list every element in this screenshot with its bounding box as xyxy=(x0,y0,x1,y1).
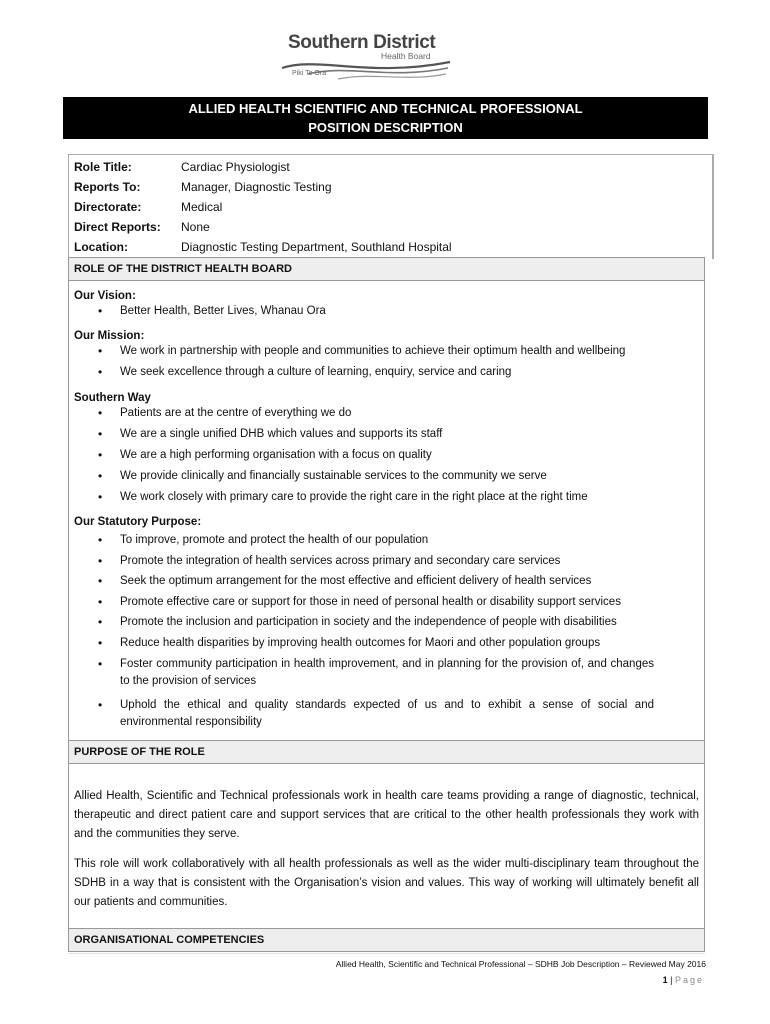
list-item: • We are a single unified DHB which values and supports its staff xyxy=(74,427,654,441)
list-item: • We work closely with primary care to provide the right care in the right place at the right time xyxy=(74,490,654,504)
logo-sub: Health Board xyxy=(381,51,431,61)
role-section-heading: ROLE OF THE DISTRICT HEALTH BOARD xyxy=(68,257,705,281)
info-row-role-title xyxy=(74,158,290,176)
list-item: • We seek excellence through a culture of learning, enquiry, service and caring xyxy=(74,365,654,379)
page-word: Page xyxy=(674,975,704,985)
list-item: • We work in partnership with people and communities to achieve their optimum health and wellbeing xyxy=(74,344,654,358)
competencies-heading: ORGANISATIONAL COMPETENCIES xyxy=(68,928,705,952)
purpose-paragraph-2: This role will work collaboratively with all health professionals as well as the wider multi-disciplinary team throughout the SDHB in a way that is consistent with the Organisation’s vision and values. This way of working will ultimately benefit all our patients and communities. xyxy=(74,858,699,908)
list-item: • We are a high performing organisation with a focus on quality xyxy=(74,448,654,462)
info-value: Medical xyxy=(181,200,223,214)
list-item: • Foster community participation in health improvement, and in planning for the provision of, and changes to the provision of services xyxy=(74,656,654,690)
logo-tagline: Piki Te Ora xyxy=(292,70,327,77)
info-value: Diagnostic Testing Department, Southland Hospital xyxy=(181,240,452,254)
info-value: None xyxy=(181,220,210,234)
list-item: • Uphold the ethical and quality standards expected of us and to exhibit a sense of social and environmental responsibility xyxy=(74,697,654,731)
statutory-purpose-heading: Our Statutory Purpose: xyxy=(74,516,202,528)
page-separator: | xyxy=(670,975,673,985)
statutory-purpose-block xyxy=(74,516,654,731)
vision-heading: Our Vision: xyxy=(74,290,136,302)
mission-list xyxy=(74,344,654,379)
vision-list xyxy=(74,304,654,318)
purpose-section-heading: PURPOSE OF THE ROLE xyxy=(68,740,705,764)
mission-block xyxy=(74,330,654,379)
logo-name: Southern District xyxy=(288,32,436,53)
purpose-paragraph-1: Allied Health, Scientific and Technical professionals work in health care teams providing a range of diagnostic, technical, therapeutic and direct patient care and support services that are critical to the other health professionals they work with and the communities they serve. xyxy=(74,790,699,840)
info-row-direct-reports xyxy=(74,218,210,236)
info-label: Role Title: xyxy=(74,160,132,174)
list-item: • Promote the inclusion and participation in society and the independence of people with disabilities xyxy=(74,615,654,629)
list-item: • Patients are at the centre of everything we do xyxy=(74,406,654,420)
info-value: Manager, Diagnostic Testing xyxy=(181,180,332,194)
info-label: Direct Reports: xyxy=(74,220,161,234)
mission-heading: Our Mission: xyxy=(74,330,145,342)
info-label: Directorate: xyxy=(74,200,142,214)
info-value: Cardiac Physiologist xyxy=(181,160,290,174)
sdhb-logo xyxy=(278,30,453,82)
list-item: • Seek the optimum arrangement for the most effective and efficient delivery of health services xyxy=(74,574,654,588)
list-item: • Promote the integration of health services across primary and secondary care services xyxy=(74,554,654,568)
list-item: • Promote effective care or support for those in need of personal health or disability support services xyxy=(74,595,654,609)
title-line-2: POSITION DESCRIPTION xyxy=(308,120,463,135)
statutory-purpose-list xyxy=(74,533,654,731)
page-number xyxy=(663,975,704,985)
footer-text: Allied Health, Scientific and Technical Professional – SDHB Job Description – Reviewed May 2016 xyxy=(335,959,706,969)
info-row-location xyxy=(74,238,452,256)
list-item: • We provide clinically and financially sustainable services to the community we serve xyxy=(74,469,654,483)
footer-divider xyxy=(68,953,705,954)
list-item: • To improve, promote and protect the health of our population xyxy=(74,533,654,547)
list-item: • Better Health, Better Lives, Whanau Ora xyxy=(74,304,654,318)
southern-way-block xyxy=(74,392,654,504)
info-row-directorate xyxy=(74,198,222,216)
title-line-1: ALLIED HEALTH SCIENTIFIC AND TECHNICAL PROFESSIONAL xyxy=(188,101,583,116)
page-number-value: 1 xyxy=(662,975,668,985)
vision-block xyxy=(74,290,654,318)
southern-way-list xyxy=(74,406,654,504)
document-title xyxy=(63,97,708,139)
info-label: Reports To: xyxy=(74,180,141,194)
info-row-reports-to xyxy=(74,178,332,196)
list-item: • Reduce health disparities by improving health outcomes for Maori and other population groups xyxy=(74,636,654,650)
southern-way-heading: Southern Way xyxy=(74,392,151,404)
info-label: Location: xyxy=(74,240,128,254)
